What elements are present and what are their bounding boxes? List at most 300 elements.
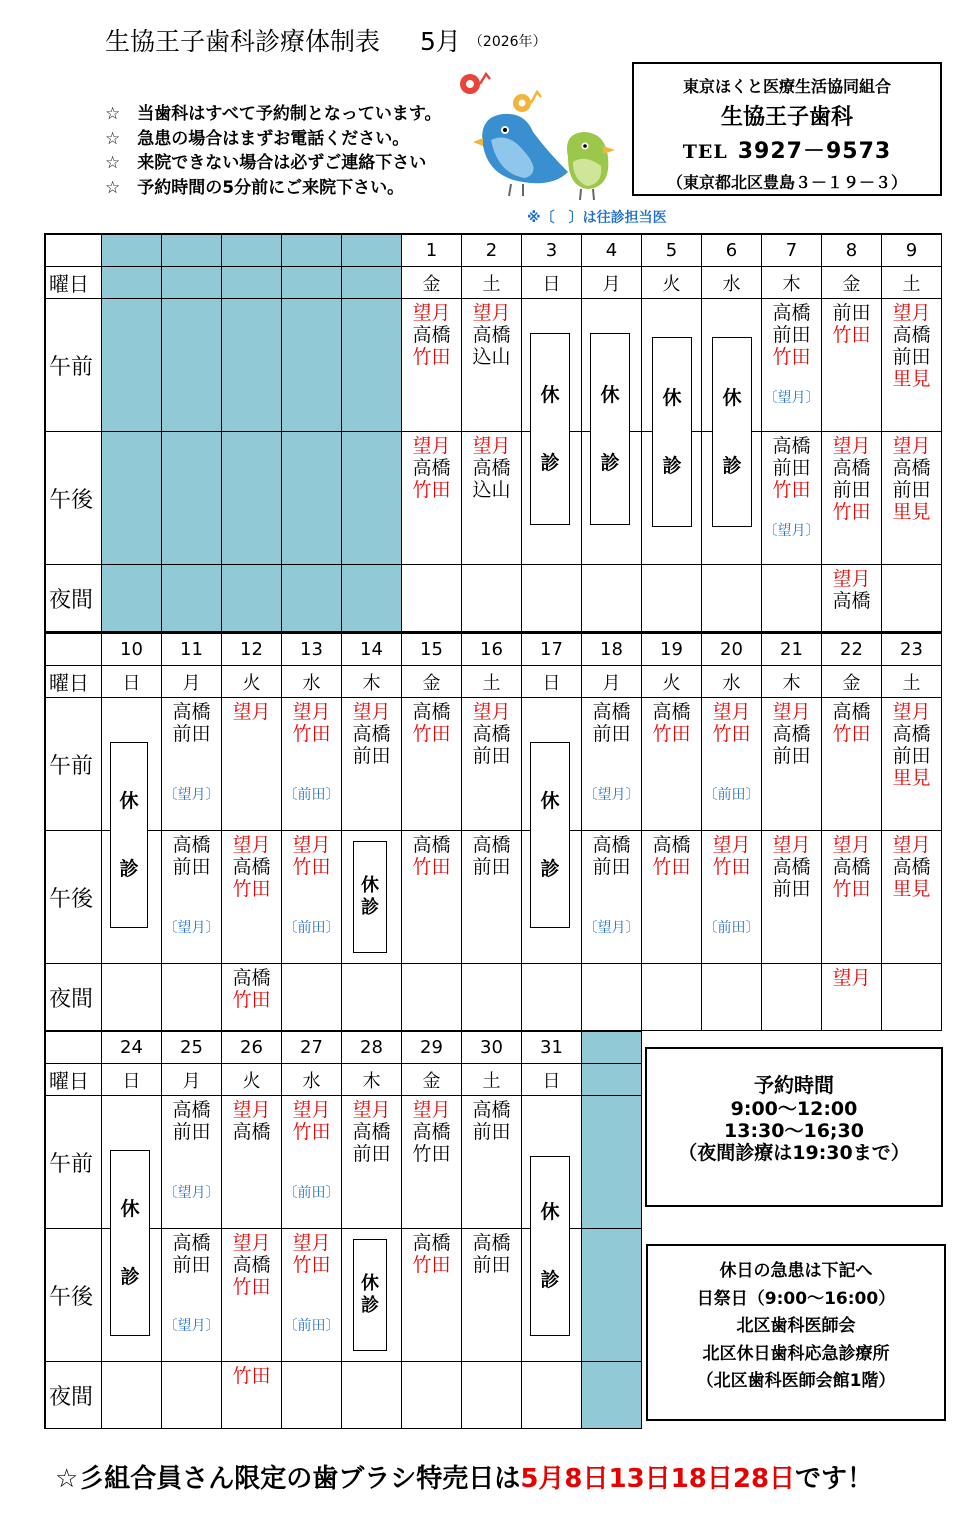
doctor-name: 前田 — [772, 878, 811, 900]
schedule-cell — [702, 565, 762, 632]
day-number: 19 — [642, 634, 702, 666]
schedule-cell — [822, 565, 882, 632]
visit-note: ※〔 〕は往診担当医 — [527, 210, 667, 226]
doctor-name: 望月 — [472, 701, 511, 723]
home-visit-doctor: 〔前田〕 — [283, 1185, 340, 1201]
schedule-cell — [402, 698, 462, 831]
emergency-line: （北区歯科医師会館1階） — [696, 1371, 896, 1391]
schedule-cell — [882, 299, 942, 432]
schedule-cell — [342, 1229, 402, 1362]
doctor-name: 高橋 — [772, 302, 811, 324]
weekday: 日 — [102, 1064, 162, 1096]
corner-cell — [46, 235, 102, 267]
doctor-name: 竹田 — [232, 1365, 271, 1387]
day-number: 3 — [522, 235, 582, 267]
doctor-name: 望月 — [832, 967, 871, 989]
toothbrush-sale-banner: ☆彡組合員さん限定の歯ブラシ特売日は5月8日13日18日28日です！ — [55, 1464, 874, 1494]
schedule-cell — [282, 299, 342, 432]
schedule-cell — [102, 565, 162, 632]
clinic-address: （東京都北区豊島３－１９－３） — [666, 173, 907, 192]
doctor-name: 高橋 — [172, 1232, 211, 1254]
schedule-cell — [402, 565, 462, 632]
schedule-cell — [462, 565, 522, 632]
doctor-name: 望月 — [472, 302, 511, 324]
schedule-cell — [762, 299, 822, 432]
hours-title: 予約時間 — [754, 1073, 834, 1097]
schedule-cell — [642, 565, 702, 632]
schedule-cell — [462, 698, 522, 831]
doctor-name: 高橋 — [832, 457, 871, 479]
doctor-name: 高橋 — [412, 324, 451, 346]
schedule-week-3 — [44, 1030, 642, 1429]
day-number: 24 — [102, 1032, 162, 1064]
weekday — [162, 267, 222, 299]
day-number — [102, 235, 162, 267]
schedule-cell — [102, 1362, 162, 1429]
doctor-name: 高橋 — [832, 701, 871, 723]
doctor-name: 高橋 — [172, 701, 211, 723]
schedule-cell — [162, 299, 222, 432]
home-visit-doctor: 〔前田〕 — [283, 920, 340, 936]
day-number: 11 — [162, 634, 222, 666]
doctor-name: 高橋 — [412, 1232, 451, 1254]
closed-char: 休 — [361, 1273, 379, 1294]
schedule-cell — [282, 1229, 342, 1362]
phone-number: TEL 3927－9573 — [682, 139, 892, 164]
closed-char: 診 — [120, 1266, 140, 1288]
schedule-cell — [882, 432, 942, 565]
emergency-line: 北区休日歯科応急診療所 — [702, 1343, 890, 1364]
schedule-cell — [702, 964, 762, 1031]
doctor-name: 高橋 — [232, 856, 271, 878]
home-visit-doctor: 〔前田〕 — [703, 787, 760, 803]
doctor-name: 前田 — [172, 1254, 211, 1276]
doctor-name: 高橋 — [472, 1099, 511, 1121]
schedule-cell — [222, 432, 282, 565]
schedule-cell — [582, 698, 642, 831]
weekday: 火 — [222, 1064, 282, 1096]
doctor-name: 里見 — [892, 767, 931, 789]
schedule-cell — [402, 1096, 462, 1229]
doctor-name: 高橋 — [772, 856, 811, 878]
day-number: 10 — [102, 634, 162, 666]
weekday: 日 — [102, 666, 162, 698]
doctor-name: 望月 — [292, 1232, 331, 1254]
home-visit-doctor: 〔望月〕 — [163, 1318, 220, 1334]
schedule-cell — [342, 1362, 402, 1429]
schedule-cell — [162, 565, 222, 632]
schedule-cell — [102, 964, 162, 1031]
notice-item: ☆ 予約時間の5分前にご来院下さい。 — [105, 177, 405, 198]
doctor-name: 前田 — [772, 324, 811, 346]
schedule-cell — [222, 1362, 282, 1429]
closed-char: 休 — [722, 387, 742, 409]
weekday — [582, 1064, 642, 1096]
weekday: 土 — [462, 267, 522, 299]
emergency-line: 日祭日（9:00〜16:00） — [696, 1288, 896, 1309]
doctor-name: 前田 — [772, 457, 811, 479]
hours-line: 9:00〜12:00 — [730, 1098, 858, 1120]
doctor-name: 高橋 — [472, 324, 511, 346]
day-number: 31 — [522, 1032, 582, 1064]
emergency-line: 北区歯科医師会 — [736, 1316, 856, 1336]
schedule-cell — [402, 432, 462, 565]
schedule-cell — [582, 1229, 642, 1362]
birds-illustration — [453, 62, 633, 207]
schedule-cell — [102, 299, 162, 432]
doctor-name: 前田 — [472, 1121, 511, 1143]
schedule-cell — [462, 831, 522, 964]
weekday: 金 — [402, 666, 462, 698]
doctor-name: 望月 — [232, 834, 271, 856]
closed-char: 休 — [540, 384, 560, 406]
doctor-name: 高橋 — [352, 1121, 391, 1143]
doctor-name: 高橋 — [412, 701, 451, 723]
schedule-cell — [762, 432, 822, 565]
doctor-name: 前田 — [592, 856, 631, 878]
doctor-name: 高橋 — [412, 457, 451, 479]
schedule-cell — [582, 299, 642, 474]
doctor-name: 高橋 — [472, 457, 511, 479]
pm-row-label: 午後 — [46, 831, 102, 964]
doctor-name: 高橋 — [832, 856, 871, 878]
weekday: 土 — [882, 267, 942, 299]
weekday: 土 — [882, 666, 942, 698]
doctor-name: 竹田 — [292, 856, 331, 878]
doctor-name: 高橋 — [172, 834, 211, 856]
doctor-name: 高橋 — [892, 324, 931, 346]
schedule-cell — [162, 1096, 222, 1229]
schedule-cell — [222, 698, 282, 831]
schedule-cell — [582, 1362, 642, 1429]
schedule-cell — [342, 698, 402, 831]
schedule-cell — [342, 432, 402, 565]
schedule-cell — [522, 1362, 582, 1429]
doctor-name: 高橋 — [772, 435, 811, 457]
home-visit-doctor: 〔望月〕 — [163, 920, 220, 936]
schedule-cell — [282, 698, 342, 831]
schedule-cell — [162, 1229, 222, 1362]
doctor-name: 高橋 — [832, 590, 871, 612]
day-number: 28 — [342, 1032, 402, 1064]
home-visit-doctor: 〔望月〕 — [163, 1185, 220, 1201]
doctor-name: 前田 — [172, 856, 211, 878]
day-number: 14 — [342, 634, 402, 666]
doctor-name: 望月 — [712, 834, 751, 856]
schedule-cell — [222, 565, 282, 632]
schedule-cell — [402, 964, 462, 1031]
doctor-name: 望月 — [832, 834, 871, 856]
weekday: 金 — [402, 267, 462, 299]
doctor-name: 高橋 — [412, 834, 451, 856]
schedule-cell — [642, 964, 702, 1031]
weekday: 月 — [582, 267, 642, 299]
schedule-cell — [102, 1096, 162, 1288]
doctor-name: 前田 — [892, 479, 931, 501]
day-number: 22 — [822, 634, 882, 666]
schedule-cell — [642, 831, 702, 964]
day-number: 16 — [462, 634, 522, 666]
doctor-name: 望月 — [712, 701, 751, 723]
doctor-name: 竹田 — [412, 856, 451, 878]
appointment-hours-box — [645, 1047, 943, 1207]
corner-cell — [46, 634, 102, 666]
doctor-name: 高橋 — [232, 1254, 271, 1276]
doctor-name: 前田 — [352, 745, 391, 767]
schedule-cell — [882, 698, 942, 831]
music-note-icon — [513, 92, 541, 112]
schedule-cell — [822, 432, 882, 565]
closed-char: 休 — [662, 387, 682, 409]
schedule-cell — [222, 964, 282, 1031]
doctor-name: 望月 — [352, 701, 391, 723]
doctor-name: 望月 — [772, 701, 811, 723]
am-row-label: 午前 — [46, 1096, 102, 1229]
closed-char: 診 — [361, 1295, 379, 1316]
day-number: 5 — [642, 235, 702, 267]
schedule-cell — [102, 432, 162, 565]
holiday-emergency-box — [646, 1244, 946, 1421]
closed-day-box — [110, 742, 148, 928]
doctor-name: 前田 — [592, 723, 631, 745]
home-visit-doctor: 〔前田〕 — [283, 1318, 340, 1334]
closed-char: 休 — [361, 875, 379, 896]
weekday: 月 — [162, 666, 222, 698]
doctor-name: 高橋 — [892, 457, 931, 479]
doctor-name: 高橋 — [772, 723, 811, 745]
doctor-name: 竹田 — [772, 346, 811, 368]
schedule-cell — [462, 432, 522, 565]
closed-char: 診 — [361, 897, 379, 918]
month: 5月 — [420, 27, 461, 56]
schedule-cell — [642, 698, 702, 831]
closed-char: 休 — [120, 1198, 140, 1220]
doctor-name: 望月 — [832, 568, 871, 590]
closed-day-box — [712, 337, 752, 527]
schedule-cell — [822, 964, 882, 1031]
schedule-cell — [282, 1096, 342, 1229]
doctor-name: 望月 — [472, 435, 511, 457]
day-number: 26 — [222, 1032, 282, 1064]
day-number: 18 — [582, 634, 642, 666]
weekday: 日 — [522, 1064, 582, 1096]
weekday: 水 — [702, 267, 762, 299]
schedule-week-2 — [44, 632, 942, 1031]
schedule-cell — [462, 299, 522, 432]
doctor-name: 望月 — [292, 1099, 331, 1121]
page-title: 生協王子歯科診療体制表 5月 （2026年） — [105, 27, 547, 56]
weekday: 月 — [162, 1064, 222, 1096]
schedule-cell — [402, 1362, 462, 1429]
schedule-cell — [282, 964, 342, 1031]
doctor-name: 望月 — [292, 701, 331, 723]
weekday: 木 — [342, 1064, 402, 1096]
home-visit-doctor: 〔望月〕 — [763, 523, 820, 539]
schedule-cell — [762, 565, 822, 632]
doctor-name: 高橋 — [892, 856, 931, 878]
doctor-name: 竹田 — [712, 856, 751, 878]
doctor-name: 高橋 — [412, 1121, 451, 1143]
day-number: 15 — [402, 634, 462, 666]
day-number: 30 — [462, 1032, 522, 1064]
schedule-cell — [282, 831, 342, 964]
doctor-name: 高橋 — [352, 723, 391, 745]
notices — [105, 102, 442, 200]
schedule-cell — [402, 831, 462, 964]
day-number: 27 — [282, 1032, 342, 1064]
am-row-label: 午前 — [46, 698, 102, 831]
weekday: 日 — [522, 267, 582, 299]
doctor-name: 望月 — [892, 701, 931, 723]
home-visit-doctor: 〔前田〕 — [283, 787, 340, 803]
weekday: 木 — [762, 666, 822, 698]
schedule-cell — [642, 299, 702, 477]
doctor-name: 込山 — [472, 479, 511, 501]
day-number: 4 — [582, 235, 642, 267]
weekday: 金 — [822, 267, 882, 299]
closed-char: 診 — [540, 858, 560, 880]
notice-item: ☆ 来院できない場合は必ずご連絡下さい — [105, 153, 427, 173]
doctor-name: 込山 — [472, 346, 511, 368]
schedule-cell — [582, 964, 642, 1031]
weekday — [282, 267, 342, 299]
night-row-label: 夜間 — [46, 964, 102, 1031]
day-number: 9 — [882, 235, 942, 267]
schedule-cell — [522, 299, 582, 474]
home-visit-doctor: 〔望月〕 — [583, 787, 640, 803]
schedule-cell — [222, 831, 282, 964]
schedule-cell — [102, 698, 162, 880]
clinic-info-box — [632, 62, 942, 196]
doctor-name: 望月 — [832, 435, 871, 457]
schedule-cell — [582, 1096, 642, 1229]
doctor-name: 竹田 — [772, 479, 811, 501]
schedule-cell — [342, 964, 402, 1031]
doctor-name: 高橋 — [232, 967, 271, 989]
doctor-name: 前田 — [892, 346, 931, 368]
day-number: 21 — [762, 634, 822, 666]
schedule-cell — [762, 698, 822, 831]
schedule-cell — [882, 565, 942, 632]
weekday: 水 — [282, 1064, 342, 1096]
schedule-cell — [402, 1229, 462, 1362]
doctor-name: 高橋 — [652, 701, 691, 723]
day-number: 25 — [162, 1032, 222, 1064]
year: （2026年） — [468, 34, 547, 50]
closed-char: 診 — [540, 452, 560, 474]
schedule-cell — [882, 964, 942, 1031]
weekday: 水 — [702, 666, 762, 698]
schedule-cell — [522, 698, 582, 880]
day-number: 2 — [462, 235, 522, 267]
schedule-cell — [342, 299, 402, 432]
schedule-cell — [702, 831, 762, 964]
schedule-cell — [342, 831, 402, 964]
day-number: 17 — [522, 634, 582, 666]
closed-char: 診 — [662, 455, 682, 477]
weekday: 火 — [642, 666, 702, 698]
schedule-cell — [162, 964, 222, 1031]
weekday: 木 — [762, 267, 822, 299]
doctor-name: 竹田 — [292, 1121, 331, 1143]
corner-cell — [46, 1032, 102, 1064]
day-number: 7 — [762, 235, 822, 267]
doctor-name: 里見 — [892, 368, 931, 390]
hours-line: （夜間診療は19:30まで） — [678, 1142, 910, 1164]
closed-day-box — [353, 1239, 387, 1351]
weekday: 木 — [342, 666, 402, 698]
closed-char: 休 — [119, 790, 139, 812]
schedule-cell — [702, 698, 762, 831]
closed-char: 休 — [600, 384, 620, 406]
doctor-name: 高橋 — [472, 723, 511, 745]
schedule-cell — [882, 831, 942, 964]
day-number — [342, 235, 402, 267]
schedule-cell — [342, 565, 402, 632]
doctor-name: 竹田 — [232, 989, 271, 1011]
closed-char: 休 — [540, 790, 560, 812]
schedule-cell — [282, 565, 342, 632]
weekday: 土 — [462, 666, 522, 698]
doctor-name: 竹田 — [292, 723, 331, 745]
closed-day-box — [590, 333, 630, 525]
pm-row-label: 午後 — [46, 1229, 102, 1362]
schedule-cell — [582, 565, 642, 632]
schedule-cell — [462, 1096, 522, 1229]
day-number: 23 — [882, 634, 942, 666]
emergency-line: 休日の急患は下記へ — [719, 1261, 873, 1281]
doctor-name: 竹田 — [292, 1254, 331, 1276]
doctor-name: 前田 — [172, 1121, 211, 1143]
schedule-cell — [702, 299, 762, 477]
weekday: 水 — [282, 666, 342, 698]
closed-day-box — [652, 337, 692, 527]
schedule-cell — [762, 831, 822, 964]
doctor-name: 高橋 — [652, 834, 691, 856]
doctor-name: 高橋 — [472, 834, 511, 856]
doctor-name: 望月 — [772, 834, 811, 856]
doctor-name: 高橋 — [172, 1099, 211, 1121]
weekday: 日 — [522, 666, 582, 698]
weekday: 火 — [642, 267, 702, 299]
blue-bird-icon — [473, 114, 568, 196]
schedule-cell — [822, 831, 882, 964]
doctor-name: 竹田 — [412, 346, 451, 368]
doctor-name: 望月 — [292, 834, 331, 856]
doctor-name: 望月 — [352, 1099, 391, 1121]
music-note-icon — [460, 74, 490, 94]
weekday: 金 — [822, 666, 882, 698]
weekday: 土 — [462, 1064, 522, 1096]
schedule-cell — [462, 964, 522, 1031]
doctor-name: 望月 — [412, 435, 451, 457]
schedule-cell — [162, 698, 222, 831]
day-number — [222, 235, 282, 267]
doctor-name: 高橋 — [592, 834, 631, 856]
weekday-row-label: 曜日 — [46, 666, 102, 698]
home-visit-doctor: 〔望月〕 — [763, 390, 820, 406]
schedule-cell — [462, 1362, 522, 1429]
notice-item: ☆ 急患の場合はまずお電話ください。 — [105, 128, 410, 149]
doctor-name: 竹田 — [832, 501, 871, 523]
closed-day-box — [530, 742, 570, 928]
schedule-cell — [282, 1362, 342, 1429]
am-row-label: 午前 — [46, 299, 102, 432]
doctor-name: 前田 — [472, 856, 511, 878]
schedule-cell — [162, 831, 222, 964]
schedule-cell — [222, 299, 282, 432]
doctor-name: 前田 — [352, 1143, 391, 1165]
